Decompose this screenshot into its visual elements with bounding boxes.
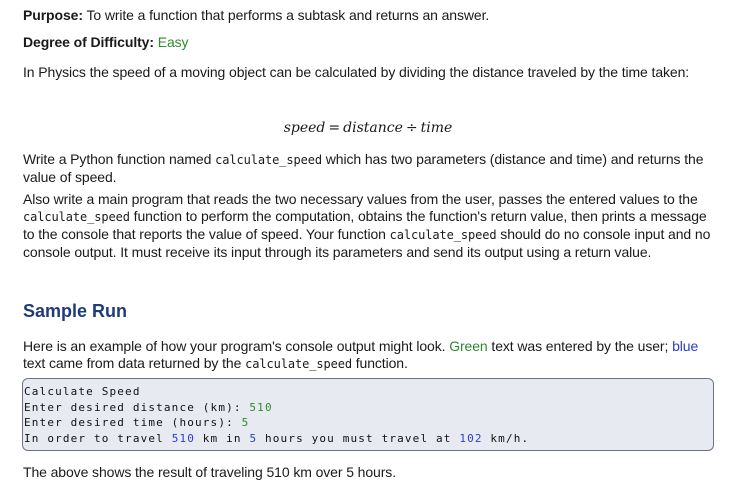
difficulty-line (23, 34, 188, 51)
console-line-result (24, 431, 713, 447)
green-legend-word: Green (449, 338, 488, 354)
result-time: 5 (249, 431, 258, 445)
main-program-paragraph (23, 191, 713, 261)
para2-text-1: Also write a main program that reads the two necessary values from the user, passes the entered values to the (23, 191, 698, 207)
result-speed: 102 (459, 431, 483, 445)
purpose-label: Purpose: (23, 7, 83, 23)
para3-text-1: Here is an example of how your program's console output might look. (23, 338, 450, 354)
sample-run-heading: Sample Run (23, 301, 128, 321)
para3-text-3: text came from data returned by the (23, 355, 246, 371)
para1-text-1: Write a Python function named (23, 151, 216, 167)
difficulty-value: Easy (157, 34, 189, 50)
result-text-4: km/h. (482, 431, 530, 445)
purpose-text: To write a function that performs a subtask and returns an answer. (86, 7, 490, 23)
function-name-code: calculate_speed (23, 210, 130, 224)
formula-equals: = (328, 120, 341, 136)
distance-input-value: 510 (249, 400, 273, 414)
formula-distance: distance (343, 120, 403, 136)
function-description-paragraph (23, 151, 713, 186)
distance-prompt: Enter desired distance (km): (24, 400, 250, 414)
function-name-code: calculate_speed (389, 228, 497, 242)
para3-text-2: text was entered by the user; (487, 338, 673, 354)
result-distance: 510 (171, 431, 196, 445)
para2-text-2: function to perform the computation, obtains the function's return value, then prints a message to the console that reports the value of speed. Your function (23, 208, 707, 242)
para3-text-4: function. (351, 355, 408, 371)
speed-formula (23, 120, 713, 136)
result-text-3: hours you must travel at (257, 431, 460, 445)
console-line-distance (24, 400, 713, 416)
purpose-line (23, 7, 489, 24)
formula-lhs: speed (283, 120, 326, 136)
function-name-code: calculate_speed (215, 153, 322, 167)
function-name-code: calculate_speed (245, 357, 352, 371)
para1-text-2: which has two parameters (distance and time) and returns the value of speed. (23, 151, 704, 185)
difficulty-label: Degree of Difficulty: (23, 34, 154, 50)
result-text-1: In order to travel (24, 431, 172, 445)
console-output-box (22, 378, 714, 451)
formula-time: time (420, 120, 453, 136)
blue-legend-word: blue (672, 338, 699, 354)
console-line-time (24, 415, 713, 431)
footer-note: The above shows the result of traveling 510 km over 5 hours. (23, 464, 396, 480)
sample-run-description (23, 338, 713, 373)
time-input-value: 5 (241, 416, 250, 429)
para2-text-3: should do no console input and no console output. It must receive its input through its parameters and send its output using a return value. (23, 226, 711, 260)
formula-divide: ÷ (405, 120, 418, 136)
intro-paragraph: In Physics the speed of a moving object can be calculated by dividing the distance traveled by the time taken: (23, 64, 690, 80)
time-prompt: Enter desired time (hours): (24, 416, 242, 429)
result-text-2: km in (195, 431, 250, 445)
console-line-title: Calculate Speed (24, 385, 141, 398)
